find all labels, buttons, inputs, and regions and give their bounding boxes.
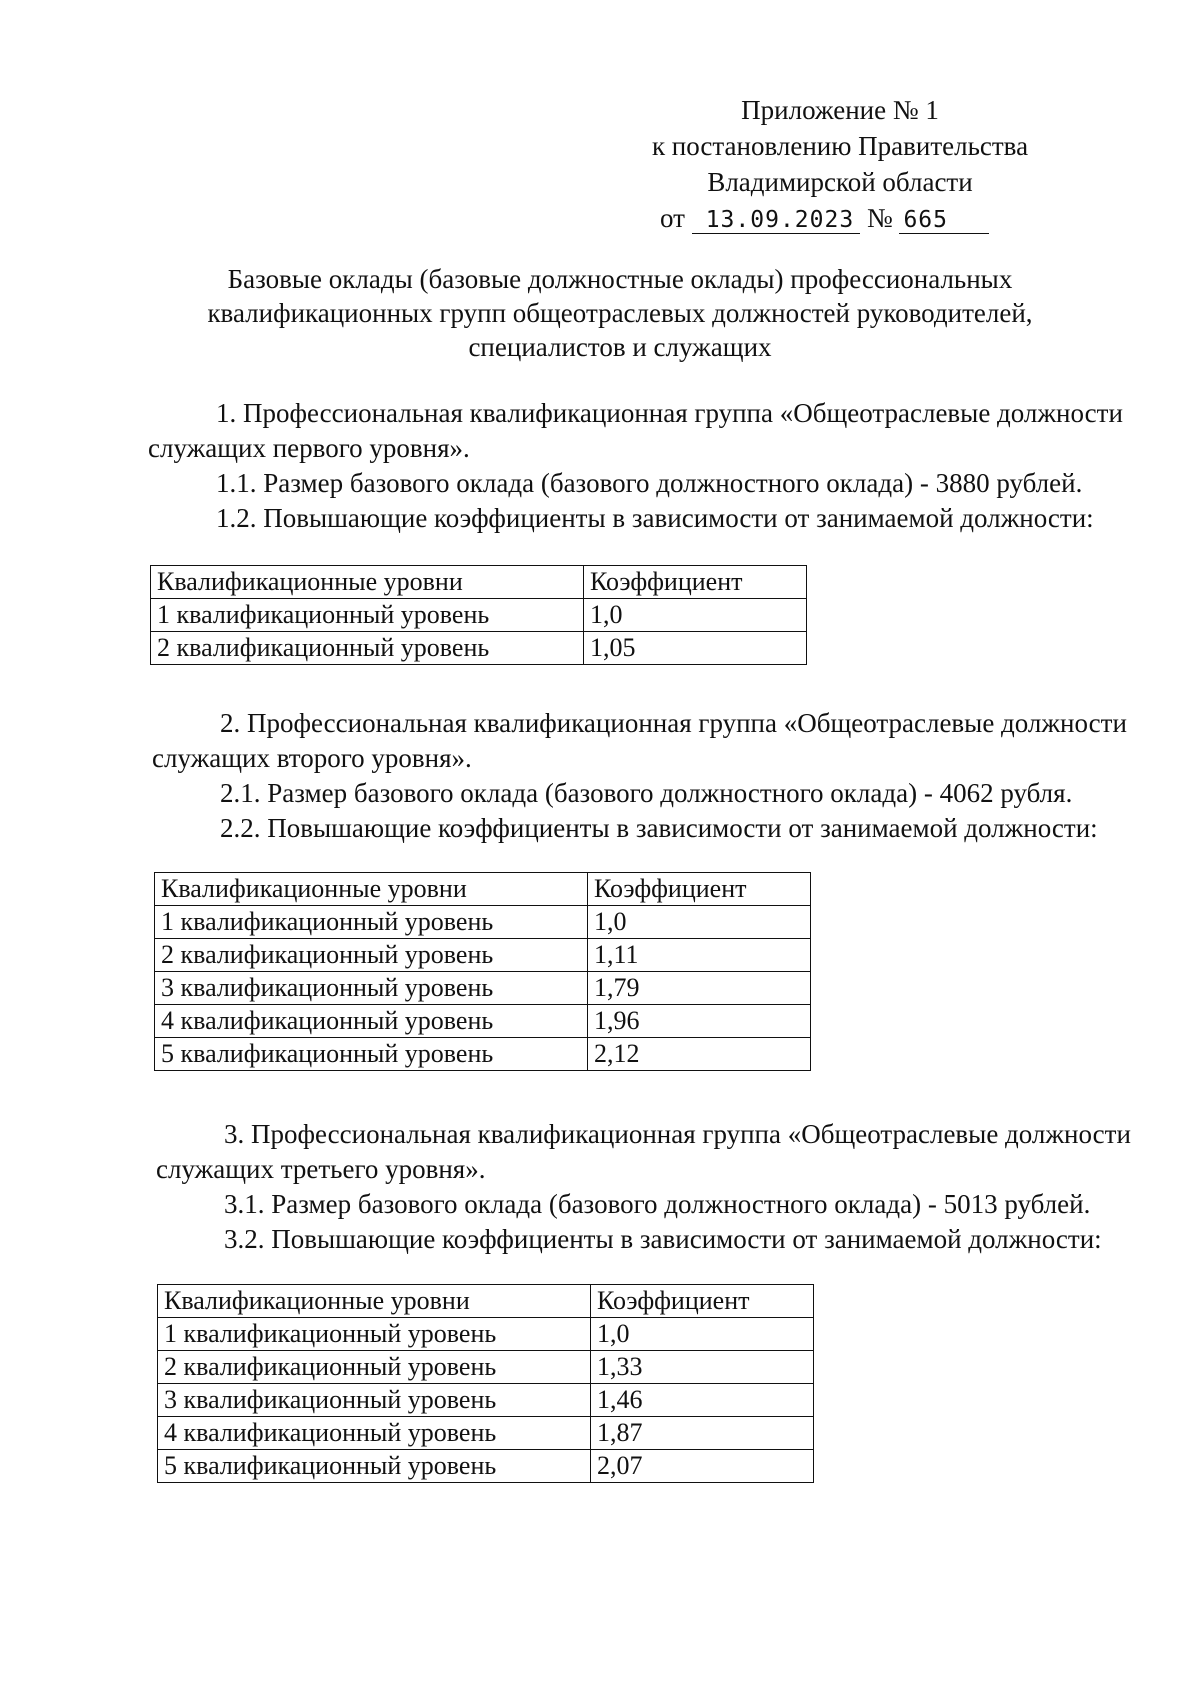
coefficient-intro: 2.2. Повышающие коэффициенты в зависимости от занимаемой должности:	[220, 813, 1098, 843]
header-levels: Квалификационные уровни	[155, 873, 588, 906]
table-row	[155, 906, 811, 939]
level-cell: 4 квалификационный уровень	[158, 1417, 591, 1450]
level-cell: 3 квалификационный уровень	[158, 1384, 591, 1417]
table-row	[155, 972, 811, 1005]
date-prefix: от	[660, 203, 685, 233]
table-row	[158, 1384, 814, 1417]
section-heading-cont: служащих первого уровня».	[148, 433, 470, 463]
level-cell: 5 квалификационный уровень	[158, 1450, 591, 1483]
header-coefficient: Коэффициент	[584, 566, 807, 599]
appendix-line-1: Приложение № 1	[741, 95, 939, 125]
section-heading-cont: служащих второго уровня».	[152, 743, 472, 773]
document-title	[180, 262, 1060, 364]
table-row	[151, 599, 807, 632]
coefficient-table-1	[150, 565, 807, 665]
number-prefix: №	[866, 203, 893, 233]
salary-text: 3.1. Размер базового оклада (базового должностного оклада) - 5013 рублей.	[224, 1189, 1091, 1219]
value-cell: 1,0	[591, 1318, 814, 1351]
salary-text: 1.1. Размер базового оклада (базового должностного оклада) - 3880 рублей.	[216, 468, 1083, 498]
value-cell: 1,05	[584, 632, 807, 665]
value-cell: 1,33	[591, 1351, 814, 1384]
title-line-1: Базовые оклады (базовые должностные оклады) профессиональных	[227, 264, 1013, 294]
value-cell: 1,46	[591, 1384, 814, 1417]
table-row	[151, 632, 807, 665]
appendix-line-3: Владимирской области	[707, 167, 973, 197]
level-cell: 5 квалификационный уровень	[155, 1038, 588, 1071]
section-2	[152, 706, 1152, 846]
level-cell: 1 квалификационный уровень	[155, 906, 588, 939]
value-cell: 2,07	[591, 1450, 814, 1483]
decree-number: 665	[899, 207, 989, 234]
value-cell: 1,87	[591, 1417, 814, 1450]
appendix-date-line	[620, 200, 1060, 236]
table-row	[155, 1005, 811, 1038]
value-cell: 2,12	[588, 1038, 811, 1071]
table-header-row	[158, 1285, 814, 1318]
level-cell: 1 квалификационный уровень	[158, 1318, 591, 1351]
appendix-line-2: к постановлению Правительства	[651, 131, 1029, 161]
coefficient-intro: 3.2. Повышающие коэффициенты в зависимости от занимаемой должности:	[224, 1224, 1102, 1254]
decree-date: 13.09.2023	[692, 207, 860, 234]
section-3	[156, 1117, 1156, 1257]
level-cell: 3 квалификационный уровень	[155, 972, 588, 1005]
level-cell: 1 квалификационный уровень	[151, 599, 584, 632]
table-row	[158, 1318, 814, 1351]
coefficient-table-3	[157, 1284, 814, 1483]
level-cell: 2 квалификационный уровень	[155, 939, 588, 972]
level-cell: 4 квалификационный уровень	[155, 1005, 588, 1038]
title-line-2: квалификационных групп общеотраслевых должностей руководителей,	[207, 298, 1033, 328]
table-row	[155, 1038, 811, 1071]
table-row	[155, 939, 811, 972]
value-cell: 1,0	[584, 599, 807, 632]
table-row	[158, 1351, 814, 1384]
table-row	[158, 1450, 814, 1483]
level-cell: 2 квалификационный уровень	[158, 1351, 591, 1384]
section-heading-cont: служащих третьего уровня».	[156, 1154, 486, 1184]
coefficient-intro: 1.2. Повышающие коэффициенты в зависимости от занимаемой должности:	[216, 503, 1094, 533]
coefficient-table-2	[154, 872, 811, 1071]
header-coefficient: Коэффициент	[591, 1285, 814, 1318]
header-coefficient: Коэффициент	[588, 873, 811, 906]
section-1	[148, 396, 1148, 536]
appendix-header	[620, 92, 1060, 236]
header-levels: Квалификационные уровни	[151, 566, 584, 599]
title-line-3: специалистов и служащих	[468, 332, 772, 362]
header-levels: Квалификационные уровни	[158, 1285, 591, 1318]
section-heading: 1. Профессиональная квалификационная группа «Общеотраслевые должности	[216, 398, 1123, 428]
section-heading: 2. Профессиональная квалификационная группа «Общеотраслевые должности	[220, 708, 1127, 738]
table-header-row	[155, 873, 811, 906]
salary-text: 2.1. Размер базового оклада (базового должностного оклада) - 4062 рубля.	[220, 778, 1073, 808]
table-row	[158, 1417, 814, 1450]
table-header-row	[151, 566, 807, 599]
value-cell: 1,0	[588, 906, 811, 939]
level-cell: 2 квалификационный уровень	[151, 632, 584, 665]
value-cell: 1,96	[588, 1005, 811, 1038]
value-cell: 1,11	[588, 939, 811, 972]
section-heading: 3. Профессиональная квалификационная группа «Общеотраслевые должности	[224, 1119, 1131, 1149]
value-cell: 1,79	[588, 972, 811, 1005]
